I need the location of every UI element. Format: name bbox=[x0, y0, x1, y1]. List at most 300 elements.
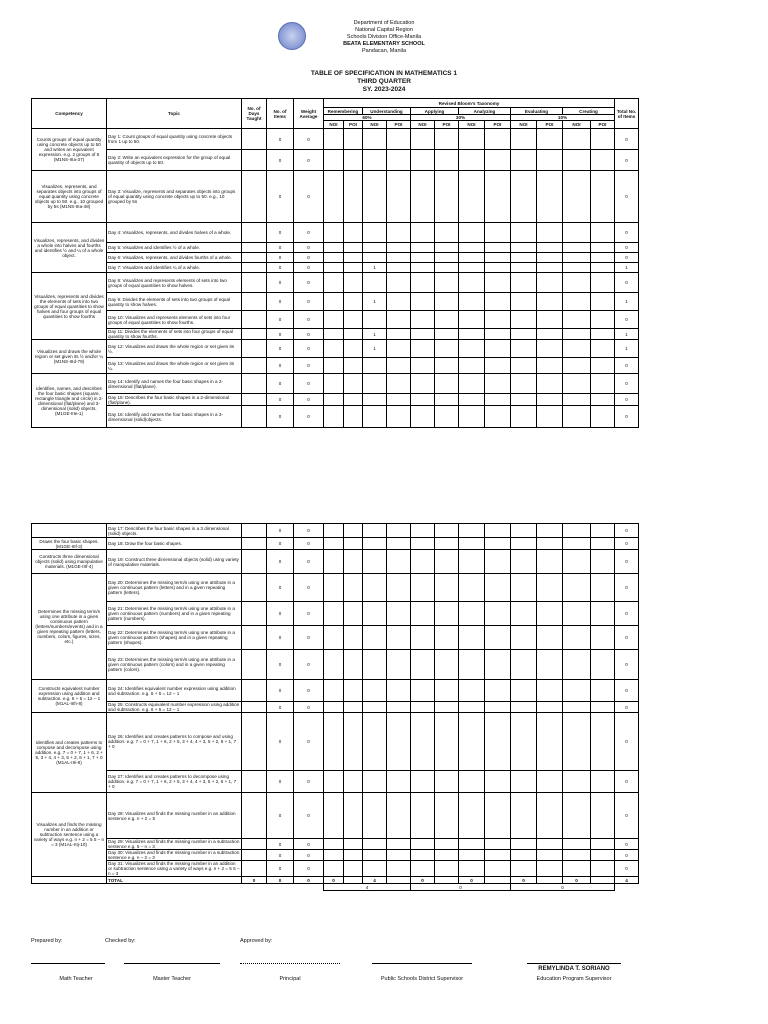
poi-cell bbox=[344, 263, 363, 273]
days-taught-cell bbox=[242, 850, 267, 861]
poi-cell bbox=[485, 223, 511, 243]
noi-cell bbox=[511, 358, 537, 374]
total-cell: 0 bbox=[615, 223, 639, 243]
noi-cell bbox=[363, 850, 387, 861]
poi-cell bbox=[537, 850, 563, 861]
table-row bbox=[32, 171, 639, 223]
total-cell: 0 bbox=[615, 839, 639, 850]
noi-cell bbox=[411, 253, 435, 263]
weight-cell: 0 bbox=[294, 680, 324, 702]
noi-cell bbox=[511, 850, 537, 861]
poi-cell bbox=[344, 793, 363, 839]
topic-cell: Day 15: Describes the four basic shapes in a 2-dimensional (flat/plane). bbox=[107, 394, 242, 406]
items-cell: 0 bbox=[267, 329, 294, 340]
poi-cell bbox=[485, 394, 511, 406]
noi-cell bbox=[563, 861, 591, 877]
total-cell: 0 bbox=[615, 406, 639, 428]
poi-cell bbox=[537, 263, 563, 273]
noi-cell bbox=[459, 680, 485, 702]
poi-cell bbox=[435, 406, 459, 428]
poi-cell bbox=[485, 550, 511, 574]
weight-cell: 0 bbox=[294, 394, 324, 406]
master-teacher-title: Master Teacher bbox=[153, 976, 191, 982]
poi-cell bbox=[485, 340, 511, 358]
noi-cell bbox=[563, 329, 591, 340]
noi-cell bbox=[563, 574, 591, 602]
poi-cell bbox=[344, 524, 363, 538]
poi-cell bbox=[485, 253, 511, 263]
noi-cell bbox=[511, 273, 537, 293]
noi-cell bbox=[511, 861, 537, 877]
total-cell: 0 bbox=[615, 771, 639, 793]
noi-cell bbox=[459, 273, 485, 293]
poi-cell bbox=[344, 374, 363, 394]
items-cell: 0 bbox=[267, 850, 294, 861]
school-header bbox=[0, 20, 768, 55]
noi-cell bbox=[563, 602, 591, 626]
noi-cell bbox=[459, 223, 485, 243]
weight-cell: 0 bbox=[294, 253, 324, 263]
noi-cell bbox=[411, 358, 435, 374]
noi-cell bbox=[511, 538, 537, 550]
weight-cell: 0 bbox=[294, 839, 324, 850]
table-row bbox=[32, 626, 639, 650]
competency-cell: Counts groups of equal quantity using concrete objects up to 50 and writes an equivalent expression. e.g. 2 groups of 5 (M1NS-IIIa-37) bbox=[32, 129, 107, 171]
col-noi: NOI bbox=[563, 121, 591, 129]
noi-cell bbox=[363, 394, 387, 406]
subtotal-hots: 0 bbox=[511, 884, 615, 891]
days-taught-cell bbox=[242, 171, 267, 223]
weight-cell: 0 bbox=[294, 171, 324, 223]
poi-cell bbox=[387, 374, 411, 394]
days-taught-cell bbox=[242, 680, 267, 702]
noi-cell bbox=[411, 243, 435, 253]
epsv-name: REMYLINDA T. SORIANO bbox=[538, 966, 610, 972]
poi-cell bbox=[344, 253, 363, 263]
poi-cell bbox=[485, 839, 511, 850]
poi-cell bbox=[537, 358, 563, 374]
items-cell: 0 bbox=[267, 713, 294, 771]
total-value bbox=[591, 877, 615, 884]
topic-cell: Day 14: Identify and names the four basic shapes in a 2-dimensional (flat/plane). bbox=[107, 374, 242, 394]
noi-cell bbox=[324, 538, 344, 550]
noi-cell bbox=[511, 524, 537, 538]
days-taught-cell bbox=[242, 602, 267, 626]
topic-cell: Day 18: Draw the four basic shapes. bbox=[107, 538, 242, 550]
days-taught-cell bbox=[242, 358, 267, 374]
topic-cell: Day 17: Describes the four basic shapes in a 3 dimensional (solid) objects. bbox=[107, 524, 242, 538]
col-weight: Weight Average bbox=[294, 99, 324, 129]
days-taught-cell bbox=[242, 771, 267, 793]
signature-line bbox=[31, 963, 105, 964]
competency-cell: Visualizes and finds the missing number in an addition or subtraction sentence using a variety of ways e.g. n + 2 = 5 5 – n = 3 (M1AL-IIIj-10) bbox=[32, 793, 107, 877]
items-cell: 0 bbox=[267, 406, 294, 428]
noi-cell bbox=[324, 243, 344, 253]
poi-cell bbox=[435, 771, 459, 793]
poi-cell bbox=[537, 223, 563, 243]
noi-cell bbox=[363, 861, 387, 877]
poi-cell bbox=[591, 702, 615, 713]
noi-cell bbox=[324, 293, 344, 311]
poi-cell bbox=[591, 550, 615, 574]
noi-cell bbox=[511, 602, 537, 626]
items-cell: 0 bbox=[267, 626, 294, 650]
poi-cell bbox=[344, 538, 363, 550]
poi-cell bbox=[387, 406, 411, 428]
topic-cell: Day 10: Visualizes and represents elements of sets into four groups of equal quantities to show fourths. bbox=[107, 311, 242, 329]
noi-cell bbox=[563, 538, 591, 550]
poi-cell bbox=[591, 329, 615, 340]
items-cell: 0 bbox=[267, 150, 294, 171]
noi-cell bbox=[563, 839, 591, 850]
poi-cell bbox=[485, 311, 511, 329]
noi-cell bbox=[324, 861, 344, 877]
noi-cell bbox=[363, 253, 387, 263]
noi-cell bbox=[511, 171, 537, 223]
noi-cell bbox=[511, 574, 537, 602]
noi-cell bbox=[459, 293, 485, 311]
col-poi: POI bbox=[435, 121, 459, 129]
poi-cell bbox=[435, 329, 459, 340]
poi-cell bbox=[485, 150, 511, 171]
noi-cell bbox=[363, 702, 387, 713]
noi-cell bbox=[363, 574, 387, 602]
topic-cell: Day 13: Visualizes and draws the whole region or set given its ¼. bbox=[107, 358, 242, 374]
poi-cell bbox=[435, 243, 459, 253]
signature-line bbox=[372, 963, 472, 964]
poi-cell bbox=[485, 243, 511, 253]
topic-cell: Day 22: Determines the missing term/s using one attribute in a given continuous pattern (shapes) and in a given repeating pattern (shapes). bbox=[107, 626, 242, 650]
days-taught-cell bbox=[242, 713, 267, 771]
noi-cell bbox=[324, 263, 344, 273]
poi-cell bbox=[435, 311, 459, 329]
school-address: Pandacan, Manila bbox=[361, 48, 407, 54]
table-row bbox=[32, 129, 639, 150]
days-taught-cell bbox=[242, 223, 267, 243]
noi-cell bbox=[459, 524, 485, 538]
noi-cell bbox=[411, 273, 435, 293]
poi-cell bbox=[387, 793, 411, 839]
noi-cell: 1 bbox=[363, 293, 387, 311]
poi-cell bbox=[537, 129, 563, 150]
days-taught-cell bbox=[242, 311, 267, 329]
poi-cell bbox=[591, 839, 615, 850]
items-cell: 0 bbox=[267, 293, 294, 311]
noi-cell bbox=[324, 150, 344, 171]
poi-cell bbox=[435, 293, 459, 311]
poi-cell bbox=[387, 243, 411, 253]
total-label: TOTAL bbox=[107, 877, 242, 884]
poi-cell bbox=[435, 358, 459, 374]
poi-cell bbox=[537, 293, 563, 311]
weight-cell: 0 bbox=[294, 713, 324, 771]
weight-cell: 0 bbox=[294, 550, 324, 574]
noi-cell bbox=[411, 680, 435, 702]
noi-cell bbox=[511, 680, 537, 702]
total-cell: 0 bbox=[615, 394, 639, 406]
poi-cell bbox=[435, 394, 459, 406]
noi-cell bbox=[411, 340, 435, 358]
noi-cell bbox=[459, 839, 485, 850]
table-row bbox=[32, 358, 639, 374]
noi-cell bbox=[324, 129, 344, 150]
poi-cell bbox=[537, 793, 563, 839]
signature-line bbox=[527, 963, 621, 964]
competency-cell bbox=[32, 524, 107, 538]
poi-cell bbox=[387, 771, 411, 793]
topic-cell: Day 4: Visualizes, represents, and divides halves of a whole. bbox=[107, 223, 242, 243]
days-taught-cell bbox=[242, 861, 267, 877]
table-row bbox=[32, 793, 639, 839]
poi-cell bbox=[485, 680, 511, 702]
poi-cell bbox=[435, 273, 459, 293]
items-cell: 0 bbox=[267, 129, 294, 150]
poi-cell bbox=[344, 861, 363, 877]
poi-cell bbox=[344, 550, 363, 574]
noi-cell bbox=[411, 263, 435, 273]
total-cell: 0 bbox=[615, 374, 639, 394]
noi-cell bbox=[563, 223, 591, 243]
col-noi: NOI bbox=[459, 121, 485, 129]
total-value: 0 bbox=[242, 877, 267, 884]
items-cell: 0 bbox=[267, 263, 294, 273]
noi-cell bbox=[324, 374, 344, 394]
total-cell: 0 bbox=[615, 861, 639, 877]
poi-cell bbox=[435, 538, 459, 550]
poi-cell bbox=[485, 329, 511, 340]
poi-cell bbox=[591, 171, 615, 223]
topic-cell: Day 2: Write an equivalent expression for the group of equal quantity of objects up to 50. bbox=[107, 150, 242, 171]
noi-cell bbox=[459, 538, 485, 550]
poi-cell bbox=[485, 574, 511, 602]
noi-cell bbox=[363, 374, 387, 394]
noi-cell bbox=[411, 650, 435, 680]
noi-cell bbox=[563, 358, 591, 374]
poi-cell bbox=[485, 263, 511, 273]
weight-cell: 0 bbox=[294, 329, 324, 340]
noi-cell bbox=[324, 713, 344, 771]
noi-cell bbox=[563, 394, 591, 406]
poi-cell bbox=[485, 538, 511, 550]
col-total: Total No. of Items bbox=[615, 99, 639, 129]
noi-cell bbox=[363, 538, 387, 550]
topic-cell: Day 21: Determines the missing term/s using one attribute in a given continuous pattern (numbers) and in a given repeating pattern (numbers). bbox=[107, 602, 242, 626]
days-taught-cell bbox=[242, 793, 267, 839]
weight-cell: 0 bbox=[294, 538, 324, 550]
days-taught-cell bbox=[242, 394, 267, 406]
noi-cell bbox=[363, 150, 387, 171]
noi-cell bbox=[511, 340, 537, 358]
weight-cell: 0 bbox=[294, 243, 324, 253]
poi-cell bbox=[435, 839, 459, 850]
noi-cell bbox=[459, 850, 485, 861]
weight-cell: 0 bbox=[294, 340, 324, 358]
total-cell: 1 bbox=[615, 263, 639, 273]
table-row bbox=[32, 340, 639, 358]
noi-cell bbox=[459, 626, 485, 650]
subtotal-mots: 0 bbox=[411, 884, 511, 891]
title-line-1: TABLE OF SPECIFICATION IN MATHEMATICS 1 bbox=[310, 70, 458, 77]
table-row bbox=[32, 406, 639, 428]
competency-cell: Determines the missing term/s using one attribute in a given continuous pattern (letters/numbers/events) and in a given repeating pattern (letters, numbers, colors, figures, sizes, etc.) bbox=[32, 574, 107, 680]
poi-cell bbox=[591, 850, 615, 861]
competency-cell: Visualizes, represents and divides the elements of sets into two groups of equal quantities to show halves and four groups of equal quantities to show fourths bbox=[32, 273, 107, 340]
weight-cell: 0 bbox=[294, 150, 324, 171]
noi-cell bbox=[363, 713, 387, 771]
topic-cell: Day 25: Constructs equivalent number expression using addition and subtraction. e.g. 6 + 5 = 12 – 1 bbox=[107, 702, 242, 713]
poi-cell bbox=[344, 243, 363, 253]
topic-cell: Day 9: Divides the elements of sets into two groups of equal quantity to show halves. bbox=[107, 293, 242, 311]
noi-cell bbox=[411, 861, 435, 877]
col-creating: Creating bbox=[563, 108, 615, 115]
poi-cell bbox=[537, 861, 563, 877]
poi-cell bbox=[537, 374, 563, 394]
weight-cell: 0 bbox=[294, 406, 324, 428]
poi-cell bbox=[591, 253, 615, 263]
noi-cell bbox=[324, 650, 344, 680]
total-value: 0 bbox=[511, 877, 537, 884]
topic-cell: Day 6: Visualizes, represents, and divides fourths of a whole. bbox=[107, 253, 242, 263]
poi-cell bbox=[537, 771, 563, 793]
signature-line bbox=[240, 963, 340, 964]
noi-cell bbox=[324, 340, 344, 358]
items-cell: 0 bbox=[267, 394, 294, 406]
weight-cell: 0 bbox=[294, 702, 324, 713]
noi-cell bbox=[363, 602, 387, 626]
poi-cell bbox=[591, 538, 615, 550]
pct-lots: 60% bbox=[324, 115, 411, 121]
col-remembering: Remembering bbox=[324, 108, 363, 115]
table-row bbox=[32, 602, 639, 626]
noi-cell bbox=[324, 524, 344, 538]
poi-cell bbox=[344, 223, 363, 243]
noi-cell bbox=[459, 253, 485, 263]
school-name: BEATA ELEMENTARY SCHOOL bbox=[343, 41, 425, 47]
col-noi: NOI bbox=[411, 121, 435, 129]
noi-cell bbox=[324, 394, 344, 406]
noi-cell bbox=[563, 293, 591, 311]
poi-cell bbox=[387, 702, 411, 713]
table-row bbox=[32, 680, 639, 702]
noi-cell bbox=[324, 273, 344, 293]
poi-cell bbox=[387, 713, 411, 771]
table-row bbox=[32, 550, 639, 574]
noi-cell bbox=[563, 702, 591, 713]
noi-cell bbox=[411, 223, 435, 243]
items-cell: 0 bbox=[267, 602, 294, 626]
total-value bbox=[344, 877, 363, 884]
poi-cell bbox=[344, 602, 363, 626]
poi-cell bbox=[344, 680, 363, 702]
poi-cell bbox=[435, 129, 459, 150]
col-competency: Competency bbox=[32, 99, 107, 129]
district-supervisor-title: Public Schools District Supervisor bbox=[380, 976, 464, 982]
items-cell: 0 bbox=[267, 374, 294, 394]
noi-cell bbox=[411, 406, 435, 428]
total-value: 0 bbox=[267, 877, 294, 884]
poi-cell bbox=[591, 340, 615, 358]
days-taught-cell bbox=[242, 524, 267, 538]
competency-cell: Visualizes and draws the whole region or set given its ½ and/or ¼ (M1NS-IIId-79) bbox=[32, 340, 107, 374]
noi-cell bbox=[363, 129, 387, 150]
noi-cell bbox=[511, 839, 537, 850]
table-row bbox=[32, 374, 639, 394]
total-value bbox=[435, 877, 459, 884]
noi-cell bbox=[563, 171, 591, 223]
poi-cell bbox=[537, 713, 563, 771]
poi-cell bbox=[591, 793, 615, 839]
topic-cell: Day 12: Visualizes and draws the whole region or set given its ½. bbox=[107, 340, 242, 358]
title-line-2: THIRD QUARTER bbox=[357, 78, 411, 85]
total-value: 0 bbox=[411, 877, 435, 884]
poi-cell bbox=[344, 771, 363, 793]
topic-cell: Day 20: Determines the missing term/s using one attribute in a given continuous pattern (letters) and in a given repeating pattern (letters). bbox=[107, 574, 242, 602]
poi-cell bbox=[435, 602, 459, 626]
noi-cell bbox=[363, 223, 387, 243]
table-row bbox=[32, 329, 639, 340]
poi-cell bbox=[435, 263, 459, 273]
noi-cell bbox=[411, 150, 435, 171]
noi-cell bbox=[511, 650, 537, 680]
noi-cell bbox=[563, 771, 591, 793]
noi-cell bbox=[511, 406, 537, 428]
table-row bbox=[32, 850, 639, 861]
poi-cell bbox=[344, 650, 363, 680]
poi-cell bbox=[537, 253, 563, 263]
noi-cell bbox=[511, 394, 537, 406]
poi-cell bbox=[344, 171, 363, 223]
poi-cell bbox=[485, 358, 511, 374]
total-cell: 0 bbox=[615, 602, 639, 626]
topic-cell: Day 11: Divides the elements of sets into four groups of equal quantity to show fourths. bbox=[107, 329, 242, 340]
poi-cell bbox=[591, 311, 615, 329]
noi-cell bbox=[511, 329, 537, 340]
poi-cell bbox=[344, 129, 363, 150]
table-row bbox=[32, 713, 639, 771]
weight-cell: 0 bbox=[294, 223, 324, 243]
noi-cell bbox=[324, 550, 344, 574]
noi-cell bbox=[459, 574, 485, 602]
noi-cell bbox=[459, 793, 485, 839]
items-cell: 0 bbox=[267, 839, 294, 850]
title-line-3: SY. 2023-2024 bbox=[362, 86, 406, 93]
weight-cell: 0 bbox=[294, 358, 324, 374]
poi-cell bbox=[485, 406, 511, 428]
noi-cell bbox=[459, 358, 485, 374]
noi-cell bbox=[511, 771, 537, 793]
col-topic: Topic bbox=[107, 99, 242, 129]
col-poi: POI bbox=[485, 121, 511, 129]
competency-cell: Constructs three dimensional objects (solid) using manipulative materials. (M1GE-IIIf-4) bbox=[32, 550, 107, 574]
header-line: National Capital Region bbox=[355, 27, 413, 33]
days-taught-cell bbox=[242, 574, 267, 602]
noi-cell: 1 bbox=[363, 329, 387, 340]
noi-cell bbox=[563, 524, 591, 538]
poi-cell bbox=[537, 171, 563, 223]
total-cell: 0 bbox=[615, 574, 639, 602]
poi-cell bbox=[435, 650, 459, 680]
noi-cell bbox=[411, 574, 435, 602]
noi-cell bbox=[324, 574, 344, 602]
table-row bbox=[32, 650, 639, 680]
total-cell: 1 bbox=[615, 340, 639, 358]
table-row bbox=[32, 861, 639, 877]
poi-cell bbox=[387, 650, 411, 680]
noi-cell bbox=[459, 340, 485, 358]
noi-cell bbox=[324, 602, 344, 626]
principal-title: Principal bbox=[279, 976, 301, 982]
noi-cell bbox=[563, 129, 591, 150]
